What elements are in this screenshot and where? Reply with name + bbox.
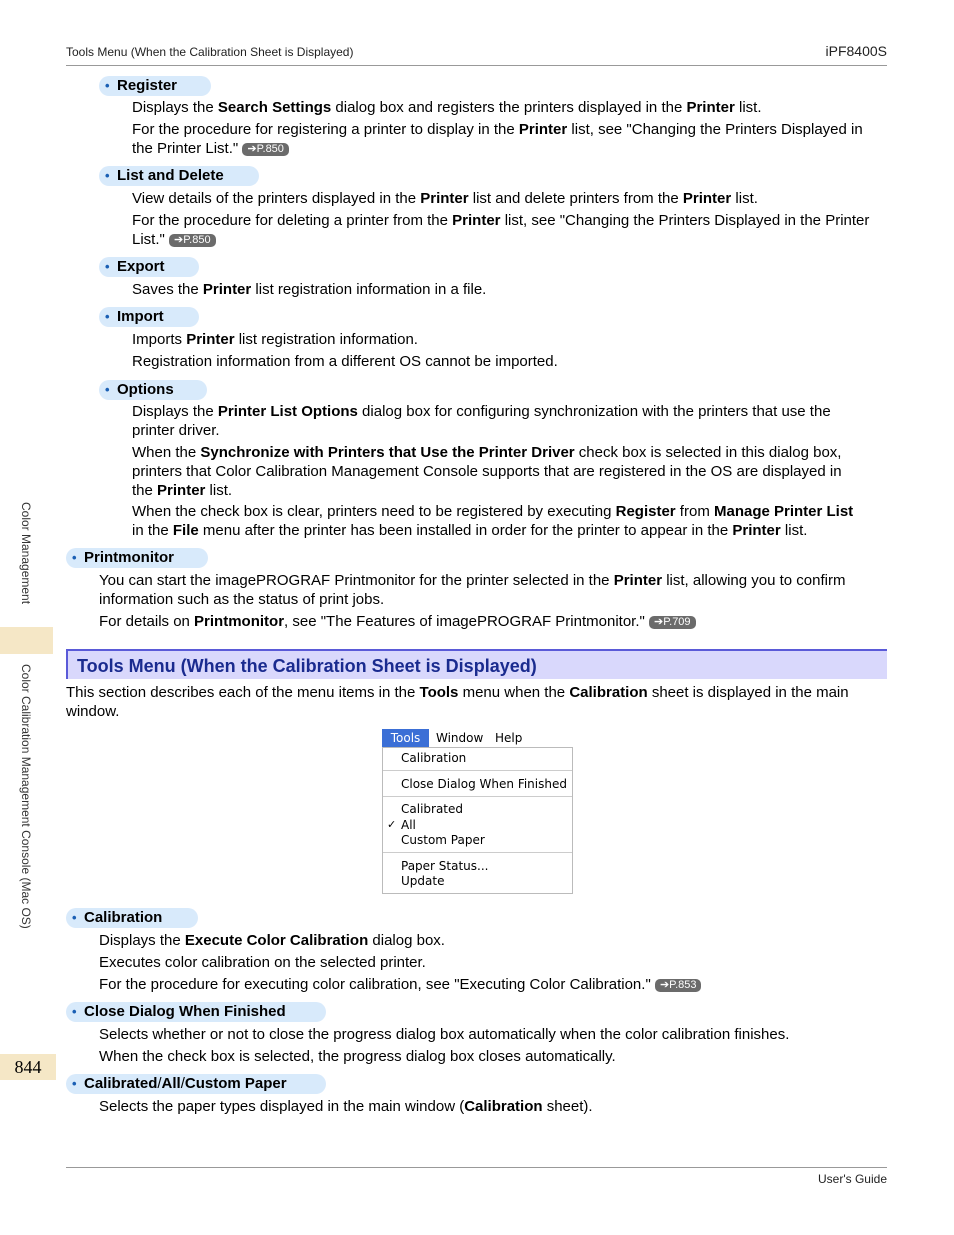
- menu-item-custom-paper[interactable]: Custom Paper: [401, 833, 485, 847]
- menu-separator: [383, 852, 572, 853]
- footer-rule: [66, 1167, 887, 1168]
- item-export: • Export: [99, 257, 199, 277]
- paragraph: Imports Printer list registration information.: [132, 331, 418, 348]
- header-rule: [66, 65, 887, 66]
- paragraph: Selects whether or not to close the progress dialog box automatically when the color calibration finishes.: [99, 1026, 790, 1043]
- paragraph: View details of the printers displayed in the Printer list and delete printers from the Printer list.: [132, 190, 758, 207]
- menu-separator: [383, 796, 572, 797]
- running-header-model: iPF8400S: [825, 43, 887, 59]
- item-title: Import: [117, 308, 164, 325]
- item-title: Register: [117, 77, 178, 94]
- item-title: Calibration: [84, 909, 163, 926]
- menu-item-paper-status[interactable]: Paper Status...: [401, 859, 489, 873]
- paragraph: For the procedure for executing color calibration, see "Executing Color Calibration." ➔P.853: [99, 975, 701, 994]
- paragraph: Displays the Search Settings dialog box and registers the printers displayed in the Printer list.: [132, 99, 762, 116]
- paragraph: Saves the Printer list registration information in a file.: [132, 281, 487, 298]
- section-heading: Tools Menu (When the Calibration Sheet is Displayed): [66, 649, 887, 679]
- item-title: Close Dialog When Finished: [84, 1003, 286, 1020]
- item-options: • Options: [99, 380, 207, 400]
- tools-menu-screenshot: [382, 729, 572, 893]
- item-title: Export: [117, 258, 165, 275]
- item-import: • Import: [99, 307, 199, 327]
- item-calibration: • Calibration: [66, 908, 198, 928]
- menu-window[interactable]: Window: [436, 731, 484, 745]
- item-calibrated-all-custom: • Calibrated/All/Custom Paper: [66, 1074, 326, 1094]
- item-title: List and Delete: [117, 167, 224, 184]
- running-header-title: Tools Menu (When the Calibration Sheet is Displayed): [66, 45, 354, 59]
- side-tab-marker: [0, 627, 53, 654]
- paragraph: When the Synchronize with Printers that Use the Printer Driver check box is selected in this dialog box, printers that Color Calibration Management Console supports that are registered in the OS are displayed in the Printer list.: [132, 444, 842, 499]
- item-list-and-delete: • List and Delete: [99, 166, 259, 186]
- menu-item-all[interactable]: All: [401, 818, 416, 832]
- page-reference-link[interactable]: ➔P.709: [649, 616, 696, 629]
- paragraph: Displays the Execute Color Calibration dialog box.: [99, 932, 445, 949]
- paragraph: Executes color calibration on the selected printer.: [99, 954, 426, 971]
- menu-item-update[interactable]: Update: [401, 874, 445, 888]
- item-register: • Register: [99, 76, 211, 96]
- tools-dropdown: [382, 747, 573, 894]
- item-title: Printmonitor: [84, 549, 174, 566]
- paragraph: When the check box is selected, the progress dialog box closes automatically.: [99, 1048, 616, 1065]
- side-label-top: Color Management: [19, 502, 33, 605]
- side-label-bottom: Color Calibration Management Console (Mac OS): [19, 664, 33, 929]
- item-close-dialog: • Close Dialog When Finished: [66, 1002, 326, 1022]
- page-number: 844: [0, 1054, 56, 1080]
- menu-bar: [382, 729, 572, 747]
- paragraph: Registration information from a different OS cannot be imported.: [132, 353, 558, 370]
- menu-item-calibrated[interactable]: Calibrated: [401, 802, 464, 816]
- paragraph: When the check box is clear, printers need to be registered by executing Register from Manage Printer List in the File menu after the printer has been installed in order for the printer to appear in the Printer list.: [132, 503, 854, 539]
- page-reference-link[interactable]: ➔P.850: [169, 234, 216, 247]
- paragraph: For the procedure for deleting a printer from the Printer list, see "Changing the Printers Displayed in the Printer List." ➔P.850: [132, 212, 870, 248]
- paragraph: For details on Printmonitor, see "The Features of imagePROGRAF Printmonitor." ➔P.709: [99, 612, 696, 631]
- menu-help[interactable]: Help: [495, 731, 523, 745]
- menu-tools[interactable]: Tools: [382, 729, 429, 747]
- paragraph: You can start the imagePROGRAF Printmonitor for the printer selected in the Printer list, allowing you to confirm information such as the status of print jobs.: [99, 572, 846, 608]
- page-reference-link[interactable]: ➔P.850: [242, 143, 289, 156]
- menu-item-close-dialog[interactable]: Close Dialog When Finished: [401, 777, 567, 791]
- item-title: Calibrated/All/Custom Paper: [84, 1075, 287, 1092]
- menu-item-calibration[interactable]: Calibration: [401, 751, 467, 765]
- section-intro: This section describes each of the menu items in the Tools menu when the Calibration sheet is displayed in the main window.: [66, 684, 849, 720]
- paragraph: For the procedure for registering a printer to display in the Printer list, see "Changing the Printers Displayed in the Printer List." ➔P.850: [132, 121, 863, 157]
- menu-separator: [383, 770, 572, 771]
- paragraph: Displays the Printer List Options dialog box for configuring synchronization with the printers that use the printer driver.: [132, 403, 831, 439]
- item-title: Options: [117, 381, 174, 398]
- checkmark-icon: ✓: [387, 818, 397, 831]
- item-printmonitor: • Printmonitor: [66, 548, 208, 568]
- footer-guide-label: User's Guide: [818, 1172, 887, 1186]
- paragraph: Selects the paper types displayed in the main window (Calibration sheet).: [99, 1098, 593, 1115]
- page-reference-link[interactable]: ➔P.853: [655, 979, 702, 992]
